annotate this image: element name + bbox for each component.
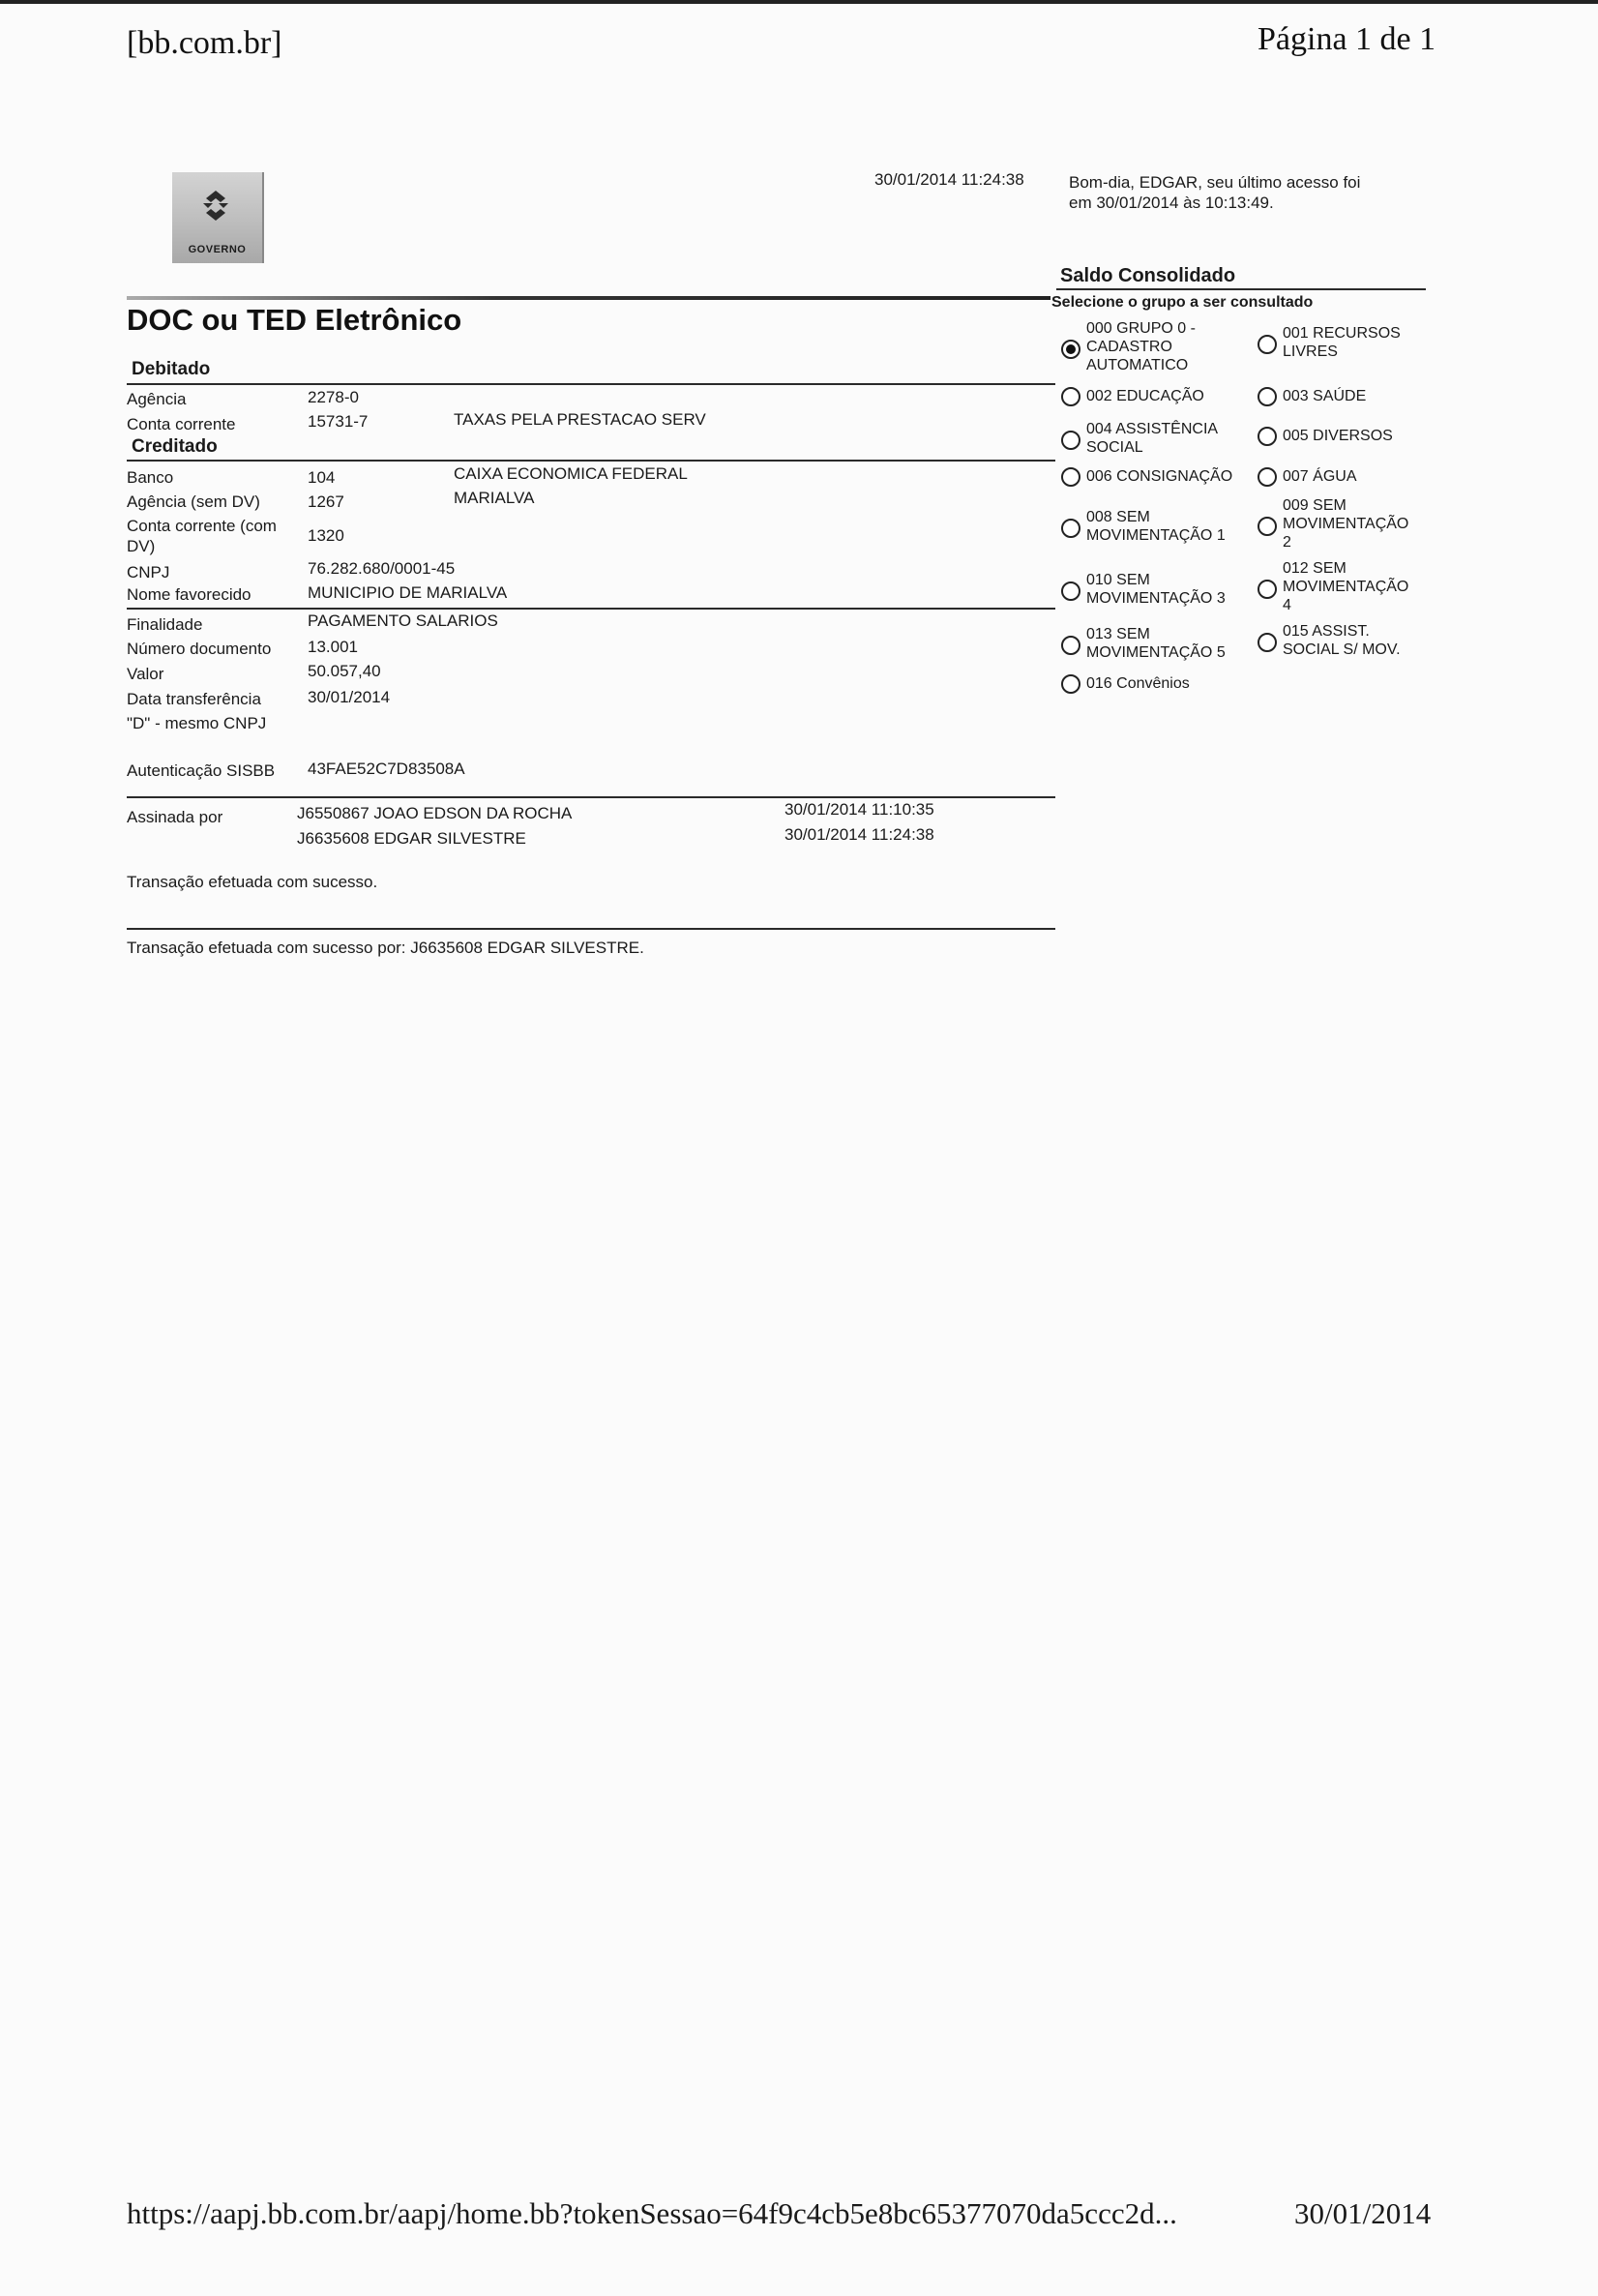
grupo-radio-label: 004 ASSISTÊNCIA	[1086, 421, 1219, 437]
bb-logo-icon	[199, 190, 232, 223]
page-title: DOC ou TED Eletrônico	[127, 303, 462, 337]
finalidade-value: PAGAMENTO SALARIOS	[308, 611, 498, 630]
divider	[127, 928, 1055, 930]
print-footer-url: https://aapj.bb.com.br/aapj/home.bb?tokenSessao=64f9c4cb5e8bc65377070da5ccc2d...	[127, 2196, 1177, 2230]
banco-label: Banco	[127, 468, 174, 487]
signer-2-name: J6635608 EDGAR SILVESTRE	[297, 829, 526, 848]
logo-label: GOVERNO	[188, 244, 247, 255]
creditado-heading: Creditado	[132, 436, 218, 457]
autenticacao-label: Autenticação SISBB	[127, 761, 276, 780]
grupo-radio-label: MOVIMENTAÇÃO	[1283, 516, 1409, 532]
radio-unselected-icon[interactable]	[1061, 581, 1080, 601]
grupo-radio-label: 012 SEM	[1283, 560, 1346, 577]
grupo-radio-label: 013 SEM	[1086, 626, 1150, 642]
valor-label: Valor	[127, 665, 164, 683]
top-edge	[0, 0, 1598, 4]
valor-value: 50.057,40	[308, 662, 381, 680]
grupo-radio-label: CADASTRO	[1086, 339, 1172, 355]
grupo-radio-label: 2	[1283, 534, 1291, 551]
grupo-radio-label: 4	[1283, 597, 1291, 613]
data-transferencia-label: Data transferência	[127, 690, 261, 708]
favorecido-label: Nome favorecido	[127, 585, 252, 604]
finalidade-label: Finalidade	[127, 615, 203, 634]
radio-unselected-icon[interactable]	[1258, 467, 1277, 487]
radio-unselected-icon[interactable]	[1258, 335, 1277, 354]
radio-unselected-icon[interactable]	[1061, 636, 1080, 655]
status-message: Transação efetuada com sucesso.	[127, 873, 378, 891]
banco-desc: CAIXA ECONOMICA FEDERAL	[454, 464, 688, 483]
radio-unselected-icon[interactable]	[1258, 427, 1277, 446]
grupo-radio-label: 007 ÁGUA	[1283, 468, 1357, 485]
bb-governo-logo[interactable]	[172, 172, 264, 263]
saldo-title: Saldo Consolidado	[1060, 265, 1236, 286]
radio-unselected-icon[interactable]	[1258, 633, 1277, 652]
signer-1-name: J6550867 JOAO EDSON DA ROCHA	[297, 804, 573, 822]
status-message-by: Transação efetuada com sucesso por: J6635608 EDGAR SILVESTRE.	[127, 939, 644, 957]
greeting-line-1: Bom-dia, EDGAR, seu último acesso foi	[1069, 173, 1361, 192]
grupo-radio-label: 006 CONSIGNAÇÃO	[1086, 468, 1233, 485]
title-banner	[127, 296, 1051, 300]
signer-1-datetime: 30/01/2014 11:10:35	[784, 800, 934, 819]
debitado-agencia-value: 2278-0	[308, 388, 359, 406]
radio-unselected-icon[interactable]	[1258, 580, 1277, 599]
grupo-radio-label: 003 SAÚDE	[1283, 388, 1367, 404]
conta-com-dv-label-1: Conta corrente (com	[127, 517, 277, 535]
grupo-radio-label: AUTOMATICO	[1086, 357, 1189, 373]
agencia-sem-dv-label: Agência (sem DV)	[127, 492, 260, 511]
divider	[127, 383, 1055, 385]
mesmo-cnpj-note: "D" - mesmo CNPJ	[127, 714, 267, 732]
cnpj-label: CNPJ	[127, 563, 170, 581]
divider	[127, 796, 1055, 798]
grupo-radio-label: 005 DIVERSOS	[1283, 428, 1393, 444]
favorecido-value: MUNICIPIO DE MARIALVA	[308, 583, 508, 602]
debitado-agencia-label: Agência	[127, 390, 187, 408]
radio-unselected-icon[interactable]	[1061, 431, 1080, 450]
debitado-heading: Debitado	[132, 359, 211, 379]
debitado-conta-desc: TAXAS PELA PRESTACAO SERV	[454, 410, 706, 429]
greeting-line-2: em 30/01/2014 às 10:13:49.	[1069, 194, 1274, 212]
divider	[127, 608, 1055, 610]
grupo-radio-label: 010 SEM	[1086, 572, 1150, 588]
radio-unselected-icon[interactable]	[1258, 387, 1277, 406]
radio-unselected-icon[interactable]	[1258, 517, 1277, 536]
conta-com-dv-label-2: DV)	[127, 537, 156, 555]
grupo-radio-label: SOCIAL S/ MOV.	[1283, 641, 1401, 658]
numero-documento-value: 13.001	[308, 638, 358, 656]
grupo-radio-label: 001 RECURSOS	[1283, 325, 1401, 342]
radio-unselected-icon[interactable]	[1061, 519, 1080, 538]
grupo-radio-label: MOVIMENTAÇÃO 1	[1086, 527, 1226, 544]
cnpj-value: 76.282.680/0001-45	[308, 559, 456, 578]
grupo-radio-label: 000 GRUPO 0 -	[1086, 320, 1196, 337]
grupo-radio-label: 002 EDUCAÇÃO	[1086, 388, 1204, 404]
grupo-radio-label: MOVIMENTAÇÃO	[1283, 579, 1409, 595]
agencia-sem-dv-desc: MARIALVA	[454, 489, 535, 507]
grupo-radio-label: 016 Convênios	[1086, 675, 1190, 692]
grupo-radio-label: 015 ASSIST.	[1283, 623, 1370, 640]
radio-unselected-icon[interactable]	[1061, 674, 1080, 694]
grupo-radio-label: SOCIAL	[1086, 439, 1143, 456]
banco-value: 104	[308, 468, 336, 487]
print-header-pagination: Página 1 de 1	[1258, 21, 1436, 57]
grupo-radio-label: 008 SEM	[1086, 509, 1150, 525]
signer-2-datetime: 30/01/2014 11:24:38	[784, 825, 934, 844]
radio-unselected-icon[interactable]	[1061, 467, 1080, 487]
divider	[127, 460, 1055, 462]
grupo-radio-label: 009 SEM	[1283, 497, 1346, 514]
saldo-subtitle: Selecione o grupo a ser consultado	[1051, 294, 1314, 311]
divider	[1056, 288, 1426, 290]
numero-documento-label: Número documento	[127, 640, 272, 658]
radio-unselected-icon[interactable]	[1061, 387, 1080, 406]
radio-selected-icon[interactable]	[1061, 340, 1080, 359]
debitado-conta-value: 15731-7	[308, 412, 369, 431]
debitado-conta-label: Conta corrente	[127, 415, 236, 433]
grupo-radio-label: LIVRES	[1283, 343, 1338, 360]
print-footer-date: 30/01/2014	[1294, 2196, 1432, 2230]
session-datetime: 30/01/2014 11:24:38	[874, 170, 1024, 189]
grupo-radio-label: MOVIMENTAÇÃO 5	[1086, 644, 1226, 661]
grupo-radio-label: MOVIMENTAÇÃO 3	[1086, 590, 1226, 607]
data-transferencia-value: 30/01/2014	[308, 688, 391, 706]
conta-com-dv-value: 1320	[308, 526, 344, 545]
print-header-site: [bb.com.br]	[127, 25, 282, 61]
autenticacao-value: 43FAE52C7D83508A	[308, 760, 465, 778]
assinada-label: Assinada por	[127, 808, 223, 826]
agencia-sem-dv-value: 1267	[308, 492, 344, 511]
